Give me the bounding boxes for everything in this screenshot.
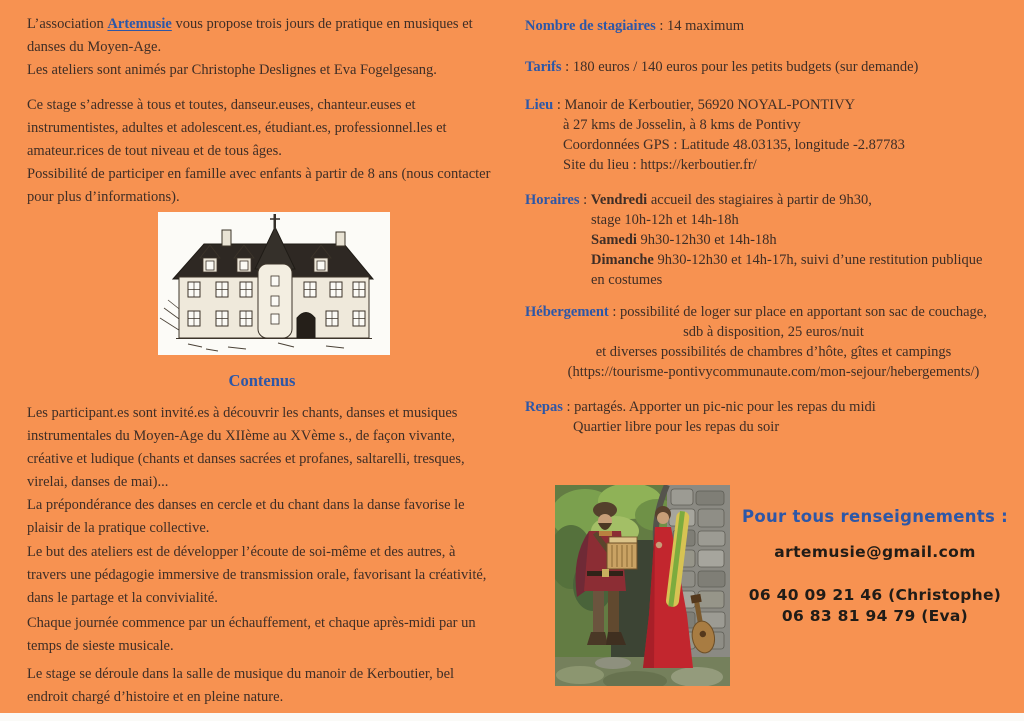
- hebergement-sdb: sdb à disposition, 25 euros/nuit: [683, 324, 864, 340]
- venue-paragraph: Le stage se déroule dans la salle de musique du manoir de Kerboutier, bel endroit chargé d’histoire et en pleine nature.: [27, 666, 455, 705]
- stagiaires-value: 14 maximum: [667, 18, 744, 34]
- contact-email: artemusie@gmail.com: [774, 543, 976, 561]
- musicians-photo: [555, 485, 730, 686]
- friday-text: accueil des stagiaires à partir de 9h30,: [647, 192, 872, 208]
- hebergement-autres: et diverses possibilités de chambres d’hôte, gîtes et campings: [595, 344, 952, 360]
- tarifs-value: 180 euros / 140 euros pour les petits budgets (sur demande): [572, 59, 919, 75]
- contact-heading: Pour tous renseignements :: [741, 507, 1009, 526]
- saturday-label: Samedi: [591, 232, 637, 248]
- hebergement-label: Hébergement: [525, 304, 609, 320]
- family-text: Possibilité de participer en famille avec enfants à partir de 8 ans (nous contacter pour plus d’informations).: [27, 166, 491, 205]
- intro-text-post: vous propose trois jours de pratique en musiques et danses du Moyen-Age.: [27, 16, 473, 55]
- horaires-sep: :: [579, 192, 591, 208]
- contact-block: [731, 507, 1019, 625]
- lieu-sep: :: [553, 97, 565, 113]
- section-lieu: [525, 95, 1022, 175]
- daily-paragraph: Chaque journée commence par un échauffement, et chaque après-midi par un temps de sieste musicale.: [27, 615, 476, 654]
- tarifs-sep: :: [561, 59, 573, 75]
- sunday-costumes: en costumes: [591, 272, 663, 288]
- contenus-heading: Contenus: [228, 371, 296, 390]
- section-hebergement: [525, 302, 1022, 382]
- lieu-gps: Coordonnées GPS : Latitude 48.03135, longitude -2.87783: [563, 137, 905, 153]
- repas-label: Repas: [525, 399, 563, 415]
- stagiaires-label: Nombre de stagiaires: [525, 18, 656, 34]
- repas-soir: Quartier libre pour les repas du soir: [573, 419, 780, 435]
- circle-dance-text: La prépondérance des danses en cercle et du chant dans la danse favorise le plaisir de la pratique collective.: [27, 497, 465, 536]
- repas-sep: :: [562, 399, 575, 415]
- sunday-text: 9h30-12h30 et 14h-17h, suivi d’une restitution publique: [653, 252, 983, 268]
- section-repas: [525, 397, 1022, 437]
- lieu-website: Site du lieu : https://kerboutier.fr/: [563, 157, 757, 173]
- goal-paragraph: Le but des ateliers est de développer l’écoute de soi-même et des autres, à travers une pédagogie immersive de transmission orale, favorisant la créativité, dans le partage et la convivialité.: [27, 544, 487, 606]
- sunday-label: Dimanche: [591, 252, 654, 268]
- contents-text: Les participant.es sont invité.es à découvrir les chants, danses et musiques instrumentales du Moyen-Age du XIIème au XVème s., de façon vivante, créative et ludique (chants et danses sacrées et profanes, saltarelli, tresques, virelai, danses de mai)...: [27, 405, 465, 490]
- lieu-label: Lieu: [525, 97, 554, 113]
- repas-midi: partagés. Apporter un pic-nic pour les repas du midi: [574, 399, 876, 415]
- hebergement-sep: :: [608, 304, 621, 320]
- friday-label: Vendredi: [590, 192, 648, 208]
- lieu-distance: à 27 kms de Josselin, à 8 kms de Pontivy: [563, 117, 801, 133]
- lieu-address: Manoir de Kerboutier, 56920 NOYAL-PONTIVY: [564, 97, 856, 113]
- section-tarifs: [525, 57, 1022, 77]
- bottom-page-edge: [0, 713, 1024, 721]
- section-stagiaires: [525, 16, 1022, 36]
- tarifs-label: Tarifs: [525, 59, 562, 75]
- hebergement-url: (https://tourisme-pontivycommunaute.com/mon-sejour/hebergements/): [567, 364, 980, 380]
- artemusie-link[interactable]: Artemusie: [107, 16, 172, 32]
- horaires-label: Horaires: [525, 192, 580, 208]
- saturday-text: 9h30-12h30 et 14h-18h: [636, 232, 777, 248]
- contents-paragraph: [27, 402, 497, 540]
- contact-phone-christophe: 06 40 09 21 46 (Christophe): [748, 586, 1002, 604]
- stagiaires-sep: :: [655, 18, 668, 34]
- intro-line2: Les ateliers sont animés par Christophe Deslignes et Eva Fogelgesang.: [27, 62, 437, 78]
- section-horaires: [525, 190, 1022, 290]
- friday-schedule: stage 10h-12h et 14h-18h: [591, 212, 739, 228]
- contact-phone-eva: 06 83 81 94 79 (Eva): [781, 607, 969, 625]
- intro-paragraph: [27, 13, 497, 82]
- hebergement-text: possibilité de loger sur place en apportant son sac de couchage,: [620, 304, 987, 320]
- manor-drawing: [158, 212, 390, 355]
- intro-text-pre: L’association: [27, 16, 108, 32]
- audience-text: Ce stage s’adresse à tous et toutes, danseur.euses, chanteur.euses et instrumentistes, adultes et adolescent.es, étudiant.es, professionnel.les et amateur.rices de tout niveau et de tous âges.: [27, 97, 447, 159]
- audience-paragraph: [27, 94, 497, 209]
